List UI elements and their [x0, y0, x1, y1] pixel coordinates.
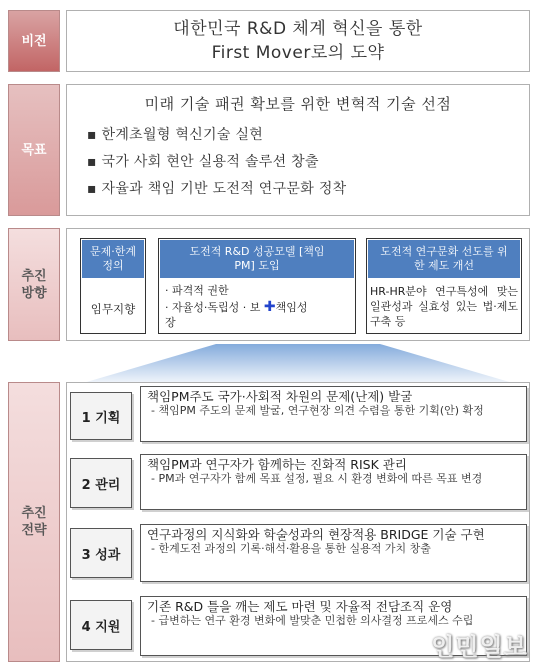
- vision-line-1: 대한민국 R&D 체계 혁신을 통한: [173, 19, 423, 39]
- goal-item-3: ▪ 자율과 책임 기반 도전적 연구문화 정착: [87, 181, 347, 197]
- direction-box-2-bullet-3: 장: [165, 316, 176, 329]
- direction-box-3-body: HR-HR분야 연구특성에 맞는 일관성과 실효성 있는 법·제도 구축 등: [370, 285, 518, 328]
- strategy-sub-1: - 책임PM 주도의 문제 발굴, 연구현장 의견 수렴을 통한 기획(안) 확정: [151, 404, 484, 417]
- side-label-direction: [8, 228, 60, 341]
- side-label-vision: [8, 10, 60, 72]
- strategy-title-1: 책임PM주도 국가·사회적 차원의 문제(난제) 발굴: [147, 389, 413, 404]
- direction-box-2-bullet-2-end: 책임성: [275, 301, 308, 314]
- strategy-label-3: 3 성과: [70, 528, 132, 578]
- direction-box-2-bullet-1: · 파격적 권한: [165, 284, 229, 297]
- direction-box-2-bullet-2-start: · 자율성·독립성 · 보: [165, 301, 261, 314]
- strategy-label-2: 2 관리: [70, 458, 132, 508]
- goal-item-1: ▪ 한계초월형 혁신기술 실현: [87, 127, 264, 143]
- side-label-goal: [8, 84, 60, 216]
- strategy-box-1: [140, 386, 527, 442]
- vision-line-2: First Mover로의 도약: [211, 43, 385, 63]
- strategy-label-4: 4 지원: [70, 600, 132, 650]
- side-label-vision-text: 비전: [21, 33, 47, 49]
- direction-box-2-header: 도전적 R&D 성공모델 [책임 PM] 도입: [160, 240, 354, 278]
- strategy-box-3: [140, 524, 527, 582]
- strategy-title-3: 연구과정의 지식화와 학술성과의 현장적용 BRIDGE 기술 구현: [147, 527, 485, 542]
- side-label-strategy: [8, 382, 60, 662]
- side-label-strategy-text: 추진 전략: [21, 506, 47, 538]
- side-label-direction-text: 추진 방향: [21, 268, 47, 301]
- strategy-title-4: 기존 R&D 틀을 깨는 제도 마련 및 자율적 전담조직 운영: [147, 599, 453, 614]
- direction-box-3-header: 도전적 연구문화 선도를 위한 제도 개선: [368, 240, 520, 278]
- strategy-label-1: 1 기획: [70, 392, 132, 440]
- side-label-goal-text: 목표: [21, 142, 47, 158]
- strategy-title-2: 책임PM과 연구자가 함께하는 진화적 RISK 관리: [147, 457, 407, 472]
- direction-box-1-body: 임무지향: [90, 302, 136, 316]
- goal-item-2: ▪ 국가 사회 현안 실용적 솔루션 창출: [87, 154, 319, 170]
- watermark-logo: 인민일보: [431, 633, 528, 661]
- goal-panel: [66, 84, 530, 216]
- goal-title: 미래 기술 패권 확보를 위한 변혁적 기술 선점: [144, 95, 452, 113]
- vision-panel: [66, 10, 530, 72]
- plus-icon: ✚: [263, 299, 276, 315]
- strategy-sub-3: - 한계도전 과정의 기록·해석·활용을 통한 실용적 가치 창출: [151, 542, 431, 555]
- strategy-sub-4: - 급변하는 연구 환경 변화에 발맞춘 민첩한 의사결정 프로세스 수립: [151, 614, 474, 627]
- strategy-box-2: [140, 454, 527, 510]
- direction-box-1-header: 문제·한계 정의: [82, 240, 144, 278]
- strategy-sub-2: - PM과 연구자가 함께 목표 설정, 필요 시 환경 변화에 따른 목표 변경: [151, 472, 483, 485]
- direction-box-2-bullet-2: [165, 300, 355, 315]
